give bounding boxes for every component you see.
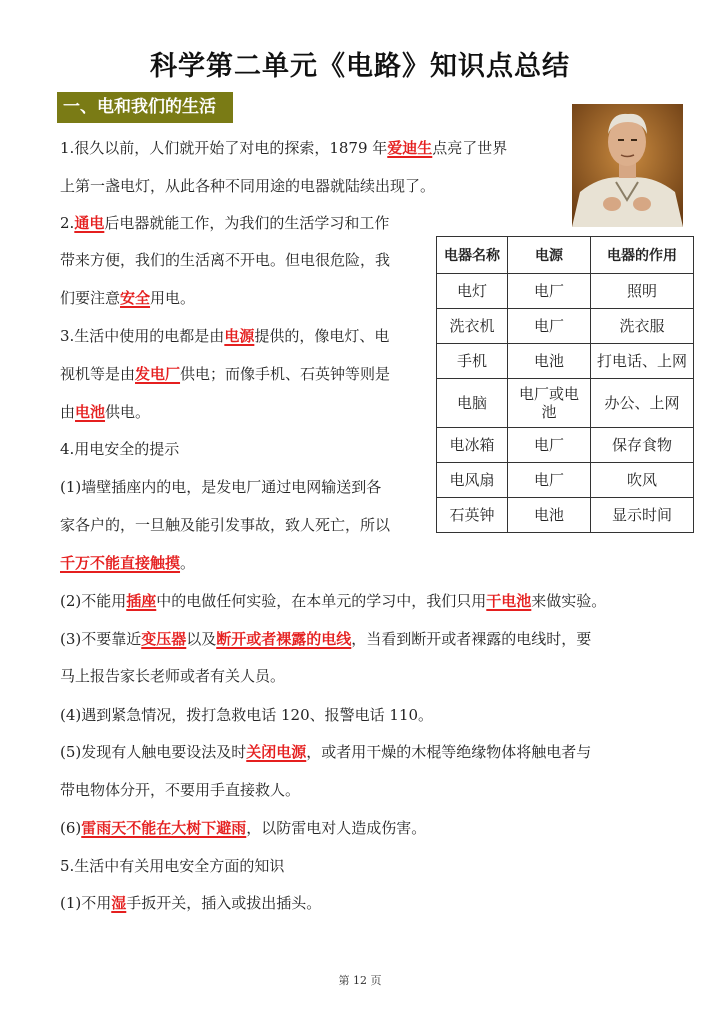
text-segment: 由 (60, 403, 76, 421)
text-segment: 中的电做任何实验，在本单元的学习中，我们只用 (156, 592, 487, 610)
text-segment: (2)不能用 (60, 592, 127, 610)
text-segment: 来做实验。 (531, 592, 607, 610)
page-title: 科学第二单元《电路》知识点总结 (150, 51, 570, 82)
text-segment: 1.很久以前，人们就开始了对电的探索，1879 年 (60, 139, 388, 157)
page-number: 第 12 页 (338, 974, 382, 987)
table-cell: 电冰箱 (437, 428, 508, 463)
highlight-keyword: 雷雨天不能在大树下避雨 (81, 819, 247, 837)
text-segment: 供电。 (105, 403, 151, 421)
text-line (60, 629, 591, 649)
text-segment: 用电。 (150, 289, 196, 307)
text-segment: 带来方便，我们的生活离不开电。但电很危险，我 (60, 251, 391, 269)
text-line (60, 250, 390, 270)
text-segment: (1)墙壁插座内的电，是发电厂通过电网输送到各 (60, 478, 382, 496)
table-cell: 电灯 (437, 274, 508, 309)
text-line (60, 213, 389, 233)
table-cell: 洗衣服 (591, 309, 694, 344)
text-segment: 3.生活中使用的电都是由 (60, 327, 225, 345)
text-segment: 4.用电安全的提示 (60, 440, 180, 458)
text-line (60, 705, 433, 725)
table-row (437, 463, 694, 498)
table-cell: 电风扇 (437, 463, 508, 498)
text-segment: ，或者用干燥的木棍等绝缘物体将触电者与 (306, 743, 592, 761)
highlight-keyword: 插座 (126, 592, 157, 610)
table-header: 电器的作用 (591, 237, 694, 274)
text-segment: 提供的，像电灯、电 (254, 327, 390, 345)
text-segment: 上第一盏电灯，从此各种不同用途的电器就陆续出现了。 (60, 177, 436, 195)
table-row (437, 498, 694, 533)
highlight-keyword: 千万不能直接触摸 (60, 554, 181, 572)
table-cell: 吹风 (591, 463, 694, 498)
text-line (60, 439, 179, 459)
text-line (60, 288, 195, 308)
highlight-keyword: 爱迪生 (387, 139, 433, 157)
highlight-keyword: 通电 (74, 214, 105, 232)
text-segment: 后电器就能工作，为我们的生活学习和工作 (104, 214, 390, 232)
highlight-keyword: 安全 (120, 289, 151, 307)
text-segment: 2. (60, 214, 75, 232)
table-cell: 手机 (437, 344, 508, 379)
table-cell: 电厂 (508, 309, 591, 344)
highlight-keyword: 电源 (224, 327, 255, 345)
section-heading: 一、电和我们的生活 (57, 92, 233, 123)
table-cell: 显示时间 (591, 498, 694, 533)
table-cell: 电池 (508, 344, 591, 379)
table-row (437, 309, 694, 344)
table-row (437, 274, 694, 309)
edison-portrait (572, 104, 683, 227)
text-segment: 马上报告家长老师或者有关人员。 (60, 667, 286, 685)
highlight-keyword: 变压器 (141, 630, 187, 648)
text-segment: 们要注意 (60, 289, 121, 307)
text-line (60, 742, 591, 762)
text-segment: ，当看到断开或者裸露的电线时，要 (351, 630, 592, 648)
highlight-keyword: 干电池 (486, 592, 532, 610)
text-line (60, 780, 300, 800)
text-segment: 带电物体分开，不要用手直接救人。 (60, 781, 301, 799)
text-line (60, 856, 284, 876)
table-row (437, 344, 694, 379)
table-cell: 电脑 (437, 379, 508, 428)
table-row (437, 428, 694, 463)
text-segment: (6) (60, 819, 82, 837)
table-cell: 电厂 (508, 274, 591, 309)
table-row (437, 379, 694, 428)
text-line (60, 477, 381, 497)
text-line (60, 402, 150, 422)
text-segment: 点亮了世界 (432, 139, 508, 157)
device-power-table (436, 236, 694, 533)
table-header: 电源 (508, 237, 591, 274)
table-cell: 电厂 (508, 428, 591, 463)
table-cell: 电厂 (508, 463, 591, 498)
text-line (60, 138, 507, 158)
highlight-keyword: 电池 (75, 403, 106, 421)
table-header: 电器名称 (437, 237, 508, 274)
table-cell: 照明 (591, 274, 694, 309)
text-segment: (1)不用 (60, 894, 112, 912)
highlight-keyword: 发电厂 (135, 365, 181, 383)
table-cell: 电池 (508, 498, 591, 533)
text-line (60, 666, 285, 686)
text-segment: ，以防雷电对人造成伤害。 (246, 819, 427, 837)
text-segment: 供电；而像手机、石英钟等则是 (180, 365, 391, 383)
text-segment: 5.生活中有关用电安全方面的知识 (60, 857, 285, 875)
table-cell: 石英钟 (437, 498, 508, 533)
text-line (60, 591, 606, 611)
table-cell: 洗衣机 (437, 309, 508, 344)
highlight-keyword: 断开或者裸露的电线 (216, 630, 352, 648)
text-segment: (3)不要靠近 (60, 630, 142, 648)
text-segment: 以及 (186, 630, 217, 648)
text-line (60, 893, 321, 913)
text-segment: 手扳开关，插入或拔出插头。 (126, 894, 322, 912)
text-line (60, 818, 426, 838)
highlight-keyword: 湿 (111, 894, 127, 912)
text-segment: 视机等是由 (60, 365, 136, 383)
text-line (60, 515, 390, 535)
text-segment: 家各户的，一旦触及能引发事故，致人死亡，所以 (60, 516, 391, 534)
table-cell: 打电话、上网 (591, 344, 694, 379)
table-header-row (437, 237, 694, 274)
text-line (60, 326, 389, 346)
table-cell: 保存食物 (591, 428, 694, 463)
text-segment: (4)遇到紧急情况，拨打急救电话 120、报警电话 110。 (60, 706, 434, 724)
text-line (60, 176, 435, 196)
table-cell: 办公、上网 (591, 379, 694, 428)
table-cell: 电厂或电池 (508, 379, 591, 428)
highlight-keyword: 关闭电源 (246, 743, 307, 761)
text-line (60, 553, 195, 573)
text-segment: (5)发现有人触电要设法及时 (60, 743, 247, 761)
text-segment: 。 (180, 554, 196, 572)
text-line (60, 364, 390, 384)
